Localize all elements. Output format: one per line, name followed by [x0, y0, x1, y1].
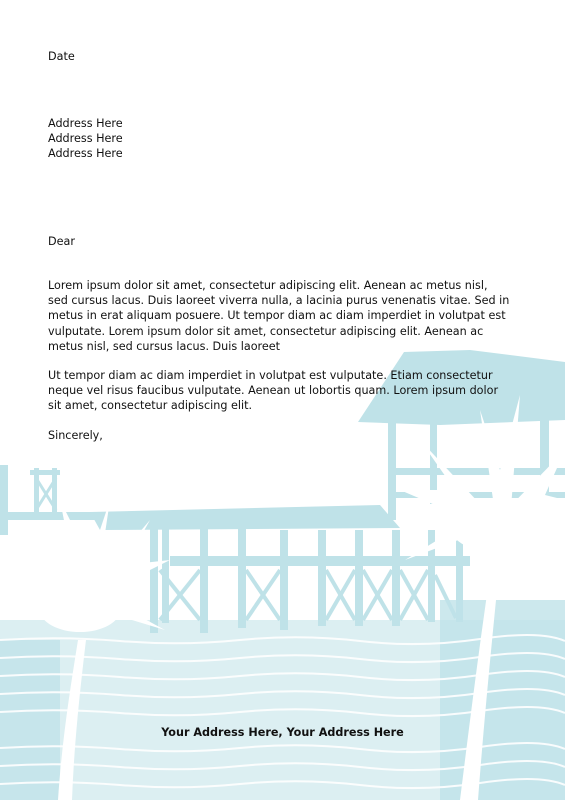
recipient-address [48, 116, 123, 162]
body-paragraph: Lorem ipsum dolor sit amet, consectetur adipiscing elit. Aenean ac metus nisl, sed cursus lacus. Duis laoreet viverra nulla, a lacinia purus venenatis vitae. Sed in metus in erat aliquam posuere. Ut tempor diam ac diam imperdiet in volutpat est vulputate. Lorem ipsum dolor sit amet, consectetur adipiscing elit. Aenean ac metus nisl, sed cursus lacus. Duis laoreet [48, 279, 510, 353]
address-line: Address Here [48, 132, 123, 146]
body-paragraph: Ut tempor diam ac diam imperdiet in volutpat est vulputate. Etiam consectetur neque vel risus faucibus vulputate. Aenean ut lobortis quam. Lorem ipsum dolor sit amet, consectetur adipiscing elit. [48, 369, 499, 413]
footer-address: Your Address Here, Your Address Here [161, 726, 404, 739]
closing: Sincerely, [48, 429, 103, 442]
address-line: Address Here [48, 147, 123, 161]
letter-date: Date [48, 50, 75, 63]
address-line: Address Here [48, 117, 123, 130]
salutation: Dear [48, 235, 75, 248]
